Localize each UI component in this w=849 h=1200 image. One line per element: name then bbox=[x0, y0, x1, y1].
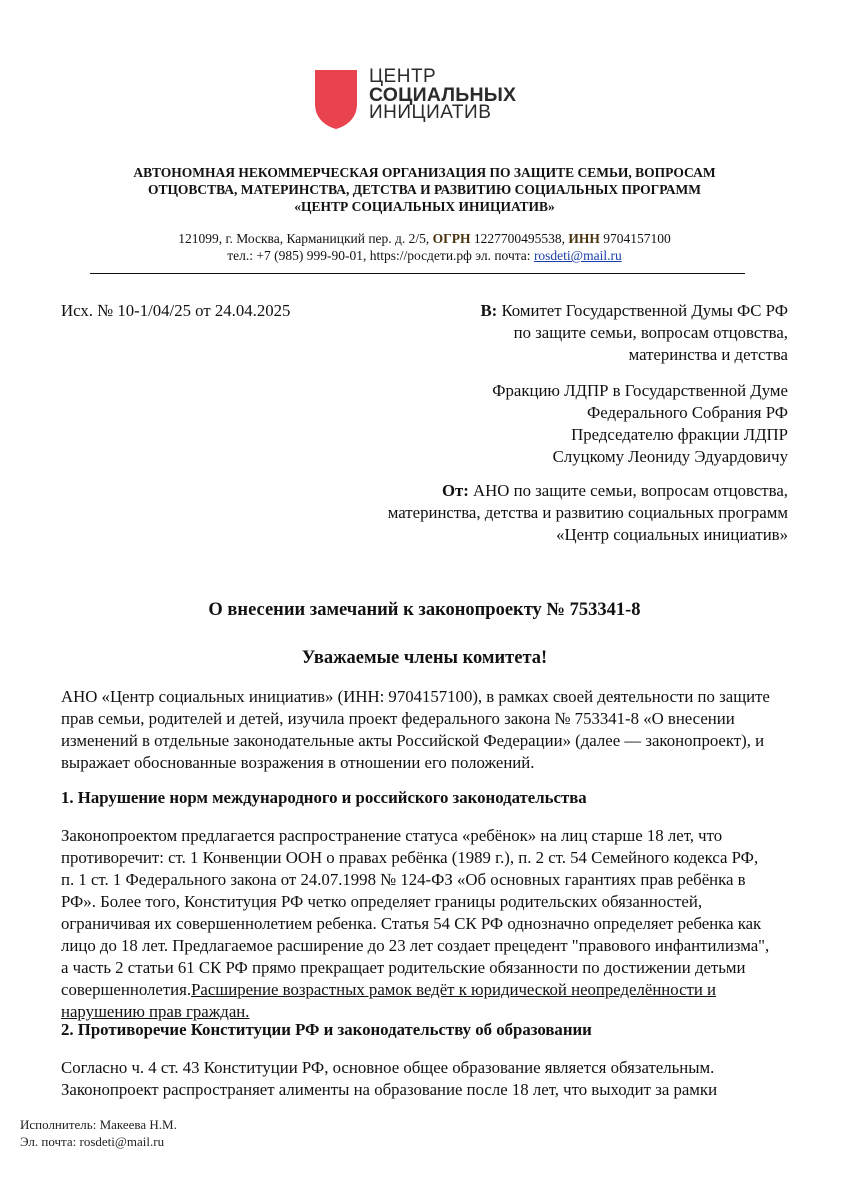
paragraph-line bbox=[61, 979, 797, 1001]
org-contacts-line bbox=[60, 247, 789, 264]
paragraph-line: Законопроект распространяет алименты на образование после 18 лет, что выходит за рамки bbox=[61, 1080, 718, 1099]
addressee-text: Комитет Государственной Думы ФС РФ bbox=[501, 301, 788, 320]
inn-label: ИНН bbox=[568, 231, 600, 246]
paragraph-line: лицо до 18 лет. Предлагаемое расширение до 23 лет создает прецедент "правового инфантилизма", bbox=[61, 936, 770, 955]
faction-block bbox=[492, 380, 788, 468]
underlined-conclusion: Расширение возрастных рамок ведёт к юридической неопределённости и bbox=[191, 980, 717, 999]
sender-line: материнства, детства и развитию социальных программ bbox=[387, 503, 788, 522]
ogrn-value: 1227700495538, bbox=[473, 231, 566, 246]
paragraph-line: изменений в отдельные законодательные акты Российской Федерации» (далее — законопроект), и bbox=[61, 731, 765, 750]
org-name-line: ОТЦОВСТВА, МАТЕРИНСТВА, ДЕТСТВА И РАЗВИТИЮ СОЦИАЛЬНЫХ ПРОГРАММ bbox=[148, 182, 701, 197]
paragraph-line: выражает обоснованные возражения в отношении его положений. bbox=[61, 753, 535, 772]
outgoing-ref: Исх. № 10-1/04/25 от 24.04.2025 bbox=[61, 301, 291, 320]
logo-emblem-icon bbox=[313, 68, 359, 130]
to-label: В: bbox=[480, 301, 498, 320]
org-logo bbox=[313, 68, 523, 130]
org-email-link[interactable]: rosdeti@mail.ru bbox=[533, 248, 622, 263]
paragraph-line: РФ». Более того, Конституция РФ четко определяет границы родительских обязанностей, bbox=[61, 892, 703, 911]
sender-line: «Центр социальных инициатив» bbox=[556, 525, 788, 544]
paragraph-line: ограничивая их совершеннолетием ребенка. Статья 54 СК РФ однозначно определяет ребенка как bbox=[61, 914, 762, 933]
org-address-line bbox=[60, 230, 789, 247]
paragraph-line: Законопроектом предлагается распространение статуса «ребёнок» на лиц старше 18 лет, что bbox=[61, 826, 723, 845]
org-details bbox=[60, 230, 789, 264]
letter-title: О внесении замечаний к законопроекту № 753341-8 bbox=[208, 600, 641, 620]
paragraph-line: п. 1 ст. 1 Федерального закона от 24.07.1998 № 124-ФЗ «Об основных гарантиях прав ребёнка в bbox=[61, 870, 746, 889]
paragraph-line: АНО «Центр социальных инициатив» (ИНН: 9704157100), в рамках своей деятельности по защите bbox=[61, 687, 770, 706]
executor-name: Исполнитель: Макеева Н.М. bbox=[20, 1117, 177, 1132]
executor-footer bbox=[20, 1116, 177, 1150]
paragraph-line: противоречит: ст. 1 Конвенции ООН о правах ребёнка (1989 г.), п. 2 ст. 54 Семейного кодекса РФ, bbox=[61, 848, 759, 867]
faction-line: Председателю фракции ЛДПР bbox=[571, 425, 788, 444]
addressee-line: материнства и детства bbox=[628, 345, 788, 364]
logo-line-1: ЦЕНТР bbox=[369, 66, 437, 87]
sender-text: АНО по защите семьи, вопросам отцовства, bbox=[473, 481, 788, 500]
letter-greeting: Уважаемые члены комитета! bbox=[301, 648, 548, 668]
executor-email: Эл. почта: rosdeti@mail.ru bbox=[20, 1134, 165, 1149]
header-divider bbox=[90, 273, 745, 274]
org-full-name bbox=[60, 164, 789, 215]
ogrn-label: ОГРН bbox=[432, 231, 471, 246]
addressee-line: по защите семьи, вопросам отцовства, bbox=[513, 323, 788, 342]
section-2-paragraph bbox=[61, 1057, 797, 1101]
addressee-line bbox=[480, 300, 788, 322]
addressee-block bbox=[480, 300, 788, 366]
section-2-heading: 2. Противоречие Конституции РФ и законодательству об образовании bbox=[61, 1020, 592, 1039]
intro-paragraph bbox=[61, 686, 797, 774]
logo-line-2: СОЦИАЛЬНЫХ bbox=[369, 84, 517, 106]
paragraph-line: а часть 2 статьи 61 СК РФ прямо прекращает родительские обязанности по достижении детьми bbox=[61, 958, 746, 977]
from-label: От: bbox=[441, 481, 469, 500]
org-address: 121099, г. Москва, Карманицкий пер. д. 2/5, bbox=[178, 231, 430, 246]
faction-line: Фракцию ЛДПР в Государственной Думе bbox=[492, 381, 788, 400]
sender-line bbox=[388, 480, 788, 502]
section-1-paragraph bbox=[61, 825, 797, 1023]
org-name-line: АВТОНОМНАЯ НЕКОММЕРЧЕСКАЯ ОРГАНИЗАЦИЯ ПО ЗАЩИТЕ СЕМЬИ, ВОПРОСАМ bbox=[133, 165, 716, 180]
inn-value: 9704157100 bbox=[603, 231, 671, 246]
paragraph-line: прав семьи, родителей и детей, изучила проект федерального закона № 753341-8 «О внесении bbox=[61, 709, 735, 728]
org-contacts: тел.: +7 (985) 999-90-01, https://росдети.рф эл. почта: bbox=[227, 248, 531, 263]
org-name-line: «ЦЕНТР СОЦИАЛЬНЫХ ИНИЦИАТИВ» bbox=[294, 199, 555, 214]
faction-line: Федерального Собрания РФ bbox=[586, 403, 788, 422]
section-1-heading: 1. Нарушение норм международного и российского законодательства bbox=[61, 788, 587, 807]
faction-line: Слуцкому Леониду Эдуардовичу bbox=[552, 447, 788, 466]
paragraph-text: совершеннолетия. bbox=[61, 980, 192, 999]
logo-text bbox=[369, 68, 516, 122]
logo-line-3: ИНИЦИАТИВ bbox=[369, 102, 492, 123]
underlined-conclusion: нарушению прав граждан. bbox=[61, 1002, 250, 1021]
paragraph-line: Согласно ч. 4 ст. 43 Конституции РФ, основное общее образование является обязательным. bbox=[61, 1058, 715, 1077]
sender-block bbox=[388, 480, 788, 546]
